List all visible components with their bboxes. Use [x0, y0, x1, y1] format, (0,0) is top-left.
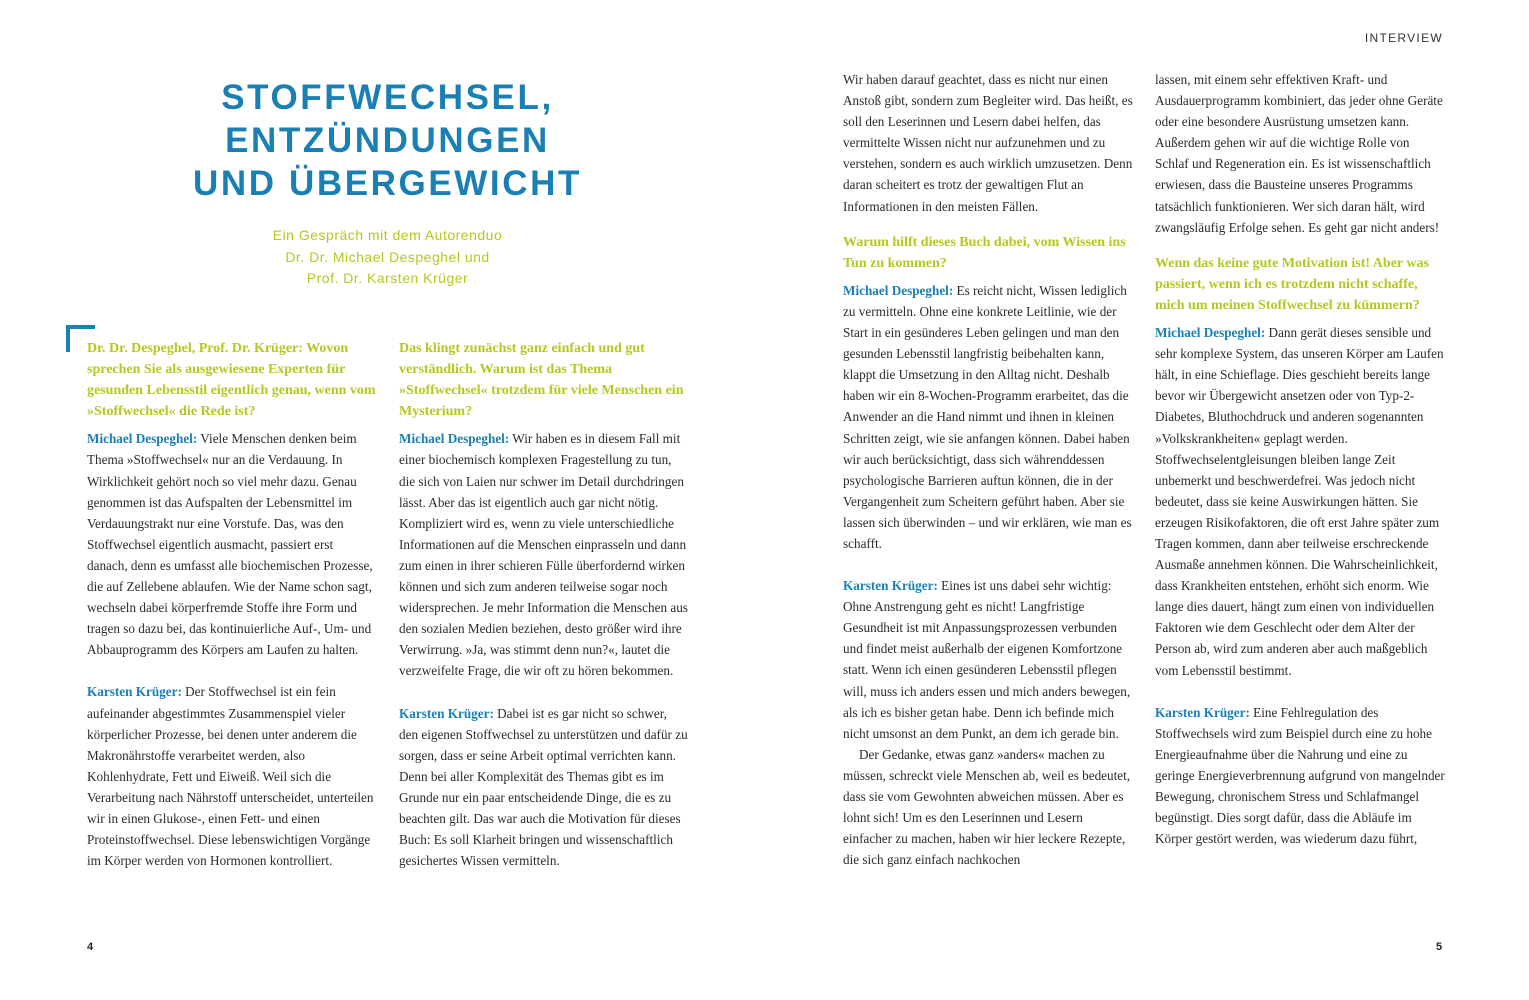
- page-title: [150, 76, 625, 205]
- interview-question: Das klingt zunächst ganz einfach und gut verständlich. Warum ist das Thema »Stoffwechsel« trotzdem für viele Menschen ein Mysterium?: [399, 341, 684, 420]
- interview-answer: [87, 681, 377, 871]
- page-number-left: 4: [87, 941, 94, 953]
- interview-question: Warum hilft dieses Buch dabei, vom Wissen ins Tun zu kommen?: [843, 234, 1126, 271]
- answer-text: Dann gerät dieses sensible und sehr komplexe System, das unseren Körper am Laufen hält, in eine Schieflage. Dies geschieht bereits lange bevor wir Übergewicht ansetzen oder von Typ-2-Diabetes, Bluthochdruck und anderen sogenannten »Volkskrankheiten« geplagt werden. Stoffwechselentgleisungen bleiben lange Zeit unbemerkt und beschwerdefrei. Was jedoch nicht bedeutet, dass sie keine Auswirkungen hätten. Sie erzeugen Risikofaktoren, die oft erst Jahre später zum Tragen kommen, dann aber teilweise erschreckende Ausmaße annehmen können. Die Wahrscheinlichkeit, dass Krankheiten entstehen, erhöht sich enorm. Wie lange dies dauert, hängt zum einen von individuellen Faktoren wie dem Geschlecht oder dem Alter der Person ab, wird zum anderen aber auch maßgeblich vom Lebensstil bestimmt.: [1155, 325, 1444, 678]
- speaker-name: Michael Despeghel:: [843, 282, 954, 298]
- text-column-2: [399, 338, 689, 871]
- continued-paragraph: Wir haben darauf geachtet, dass es nicht nur einen Anstoß gibt, sondern zum Begleiter wird. Das heißt, es soll den Leserinnen und Lesern dabei helfen, das vermittelte Wissen nicht nur aufzunehmen und zu verstehen, sondern es auch wirklich umzusetzen. Denn daran scheitert es trotz der gewaltigen Flut an Informationen in den meisten Fällen.: [843, 72, 1133, 214]
- text-column-4: [1155, 69, 1445, 849]
- answer-text: Der Stoffwechsel ist ein fein aufeinander abgestimmtes Zusammenspiel vieler körperlicher Prozesse, bei denen unter anderem die Makronährstoffe verarbeitet werden, also Kohlenhydrate, Fett und Eiweiß. Weil sich die Verarbeitung nach Nährstoff unterscheidet, unterteilen wir in einen Glukose-, einen Fett- und einen Proteinstoffwechsel. Diese lebenswichtigen Vorgänge im Körper werden von Hormonen kontrolliert.: [87, 684, 374, 869]
- text-column-3: [843, 69, 1133, 870]
- speaker-name: Michael Despeghel:: [87, 431, 198, 447]
- speaker-name: Karsten Krüger:: [1155, 704, 1250, 720]
- text-column-1: [87, 338, 377, 871]
- section-label: INTERVIEW: [1364, 31, 1443, 45]
- title-line: UND ÜBERGEWICHT: [193, 164, 582, 203]
- interview-answer: [1155, 702, 1445, 850]
- subtitle-line: Dr. Dr. Michael Despeghel und: [285, 248, 490, 265]
- title-line: STOFFWECHSEL,: [221, 78, 554, 117]
- interview-answer: [87, 428, 377, 660]
- interview-answer: [1155, 322, 1445, 681]
- answer-text: Eine Fehlregulation des Stoffwechsels wird zum Beispiel durch eine zu hohe Energieaufnahme über die Nahrung und eine zu geringe Energieverbrennung aufgrund von mangelnder Bewegung, chronischem Stress und Schlafmangel begünstigt. Dies sorgt dafür, dass die Abläufe im Körper gestört werden, was wiederum dazu führt,: [1155, 704, 1445, 847]
- subtitle-line: Prof. Dr. Karsten Krüger: [306, 270, 469, 286]
- subtitle-line: Ein Gespräch mit dem Autorenduo: [272, 227, 503, 243]
- title-line: ENTZÜNDUNGEN: [225, 121, 550, 160]
- subtitle: [150, 225, 625, 290]
- speaker-name: Karsten Krüger:: [843, 578, 938, 594]
- answer-text: Eines ist uns dabei sehr wichtig: Ohne Anstrengung geht es nicht! Langfristige Gesundheit ist mit Anpassungsprozessen verbunden und findet meist außerhalb der eigenen Komfortzone statt. Wenn ich einen gesünderen Lebensstil pflegen will, muss ich anders essen und mich anders bewegen, als ich es bisher getan habe. Denn ich befinde mich nicht umsonst an dem Punkt, an dem ich gerade bin.: [843, 578, 1131, 741]
- page-number-right: 5: [1436, 941, 1443, 953]
- interview-question: Wenn das keine gute Motivation ist! Aber was passiert, wenn ich es trotzdem nicht schaffe, mich um meinen Stoffwechsel zu kümmern?: [1155, 255, 1429, 313]
- answer-text: Wir haben es in diesem Fall mit einer biochemisch komplexen Fragestellung zu tun, die sich von Laien nur schwer im Detail durchdringen lässt. Aber das ist eigentlich auch gar nicht nötig. Kompliziert wird es, wenn zu viele unterschiedliche Informationen auf die Menschen einprasseln und dann zum einen in ihrer schieren Fülle überfordernd wirken können und sich zum anderen teilweise sogar noch widersprechen. Je mehr Information die Menschen aus den sozialen Medien beziehen, desto größer wird ihre Verwirrung. »Ja, was stimmt denn nun?«, lautet die verzweifelte Frage, die wir oft zu hören bekommen.: [399, 431, 688, 679]
- speaker-name: Karsten Krüger:: [399, 705, 494, 721]
- answer-text: Viele Menschen denken beim Thema »Stoffwechsel« nur an die Verdauung. In Wirklichkeit gehört noch so viel mehr dazu. Genau genommen ist das Aufspalten der Lebensmittel im Verdauungstrakt nur eine Vorstufe. Das, was den Stoffwechsel eigentlich ausmacht, passiert erst danach, denn es umfasst alle biochemischen Prozesse, die auf Zellebene ablaufen. Wie der Name schon sagt, wechseln dabei körperfremde Stoffe ihre Form und tragen so dazu bei, das kontinuierliche Auf-, Um- und Abbauprogramm des Körpers am Laufen zu halten.: [87, 431, 373, 658]
- interview-answer: [843, 575, 1133, 744]
- answer-continuation: Der Gedanke, etwas ganz »anders« machen zu müssen, schreckt viele Menschen ab, weil es bedeutet, dass sie vom Gewohnten abweichen müssen. Aber es lohnt sich! Um es den Leserinnen und Lesern einfacher zu machen, haben wir hier leckere Rezepte, die sich ganz einfach nachkochen: [843, 746, 1131, 868]
- speaker-name: Michael Despeghel:: [1155, 325, 1266, 341]
- speaker-name: Karsten Krüger:: [87, 684, 182, 700]
- continued-paragraph: lassen, mit einem sehr effektiven Kraft- und Ausdauerprogramm kombiniert, das jeder ohne Geräte oder eine besondere Ausrüstung umsetzen kann. Außerdem gehen wir auf die wichtige Rolle von Schlaf und Regeneration ein. Es ist wissenschaftlich erwiesen, dass die Bausteine unseres Programms tatsächlich funktionieren. Wer sich daran hält, wird zwangsläufig Erfolge sehen. Es geht gar nicht anders!: [1155, 72, 1443, 235]
- interview-question: Dr. Dr. Despeghel, Prof. Dr. Krüger: Wovon sprechen Sie als ausgewiesene Experten für gesunden Lebensstil eigentlich genau, wenn vom »Stoffwechsel« die Rede ist?: [87, 341, 376, 420]
- answer-text: Es reicht nicht, Wissen lediglich zu vermitteln. Ohne eine konkrete Leitlinie, wie der Start in ein gesünderes Leben gelingen und man den gesunden Lebensstil langfristig beibehalten kann, klappt die Umsetzung in den Alltag nicht. Deshalb haben wir ein 8-Wochen-Programm erarbeitet, das die Anwender an die Hand nimmt und ihnen in kleinen Schritten zeigt, wie sie anfangen können. Dabei haben wir auch berücksichtigt, dass sich währenddessen psychologische Barrieren auftun können, die in der Vergangenheit zum Scheitern geführt haben. Aber sie lassen sich überwinden – und wir erklären, wie man es schafft.: [843, 282, 1132, 551]
- speaker-name: Michael Despeghel:: [399, 431, 510, 447]
- answer-text: Dabei ist es gar nicht so schwer, den eigenen Stoffwechsel zu unterstützen und dafür zu sorgen, dass er seine Arbeit optimal verrichten kann. Denn bei aller Komplexität des Themas gibt es im Grunde nur ein paar entscheidende Dinge, die es zu beachten gilt. Das war auch die Motivation für dieses Buch: Es soll Klarheit bringen und wissenschaftlich gesichertes Wissen vermitteln.: [399, 705, 688, 869]
- interview-answer: [399, 428, 689, 681]
- interview-answer: [843, 280, 1133, 554]
- interview-answer: [399, 703, 689, 872]
